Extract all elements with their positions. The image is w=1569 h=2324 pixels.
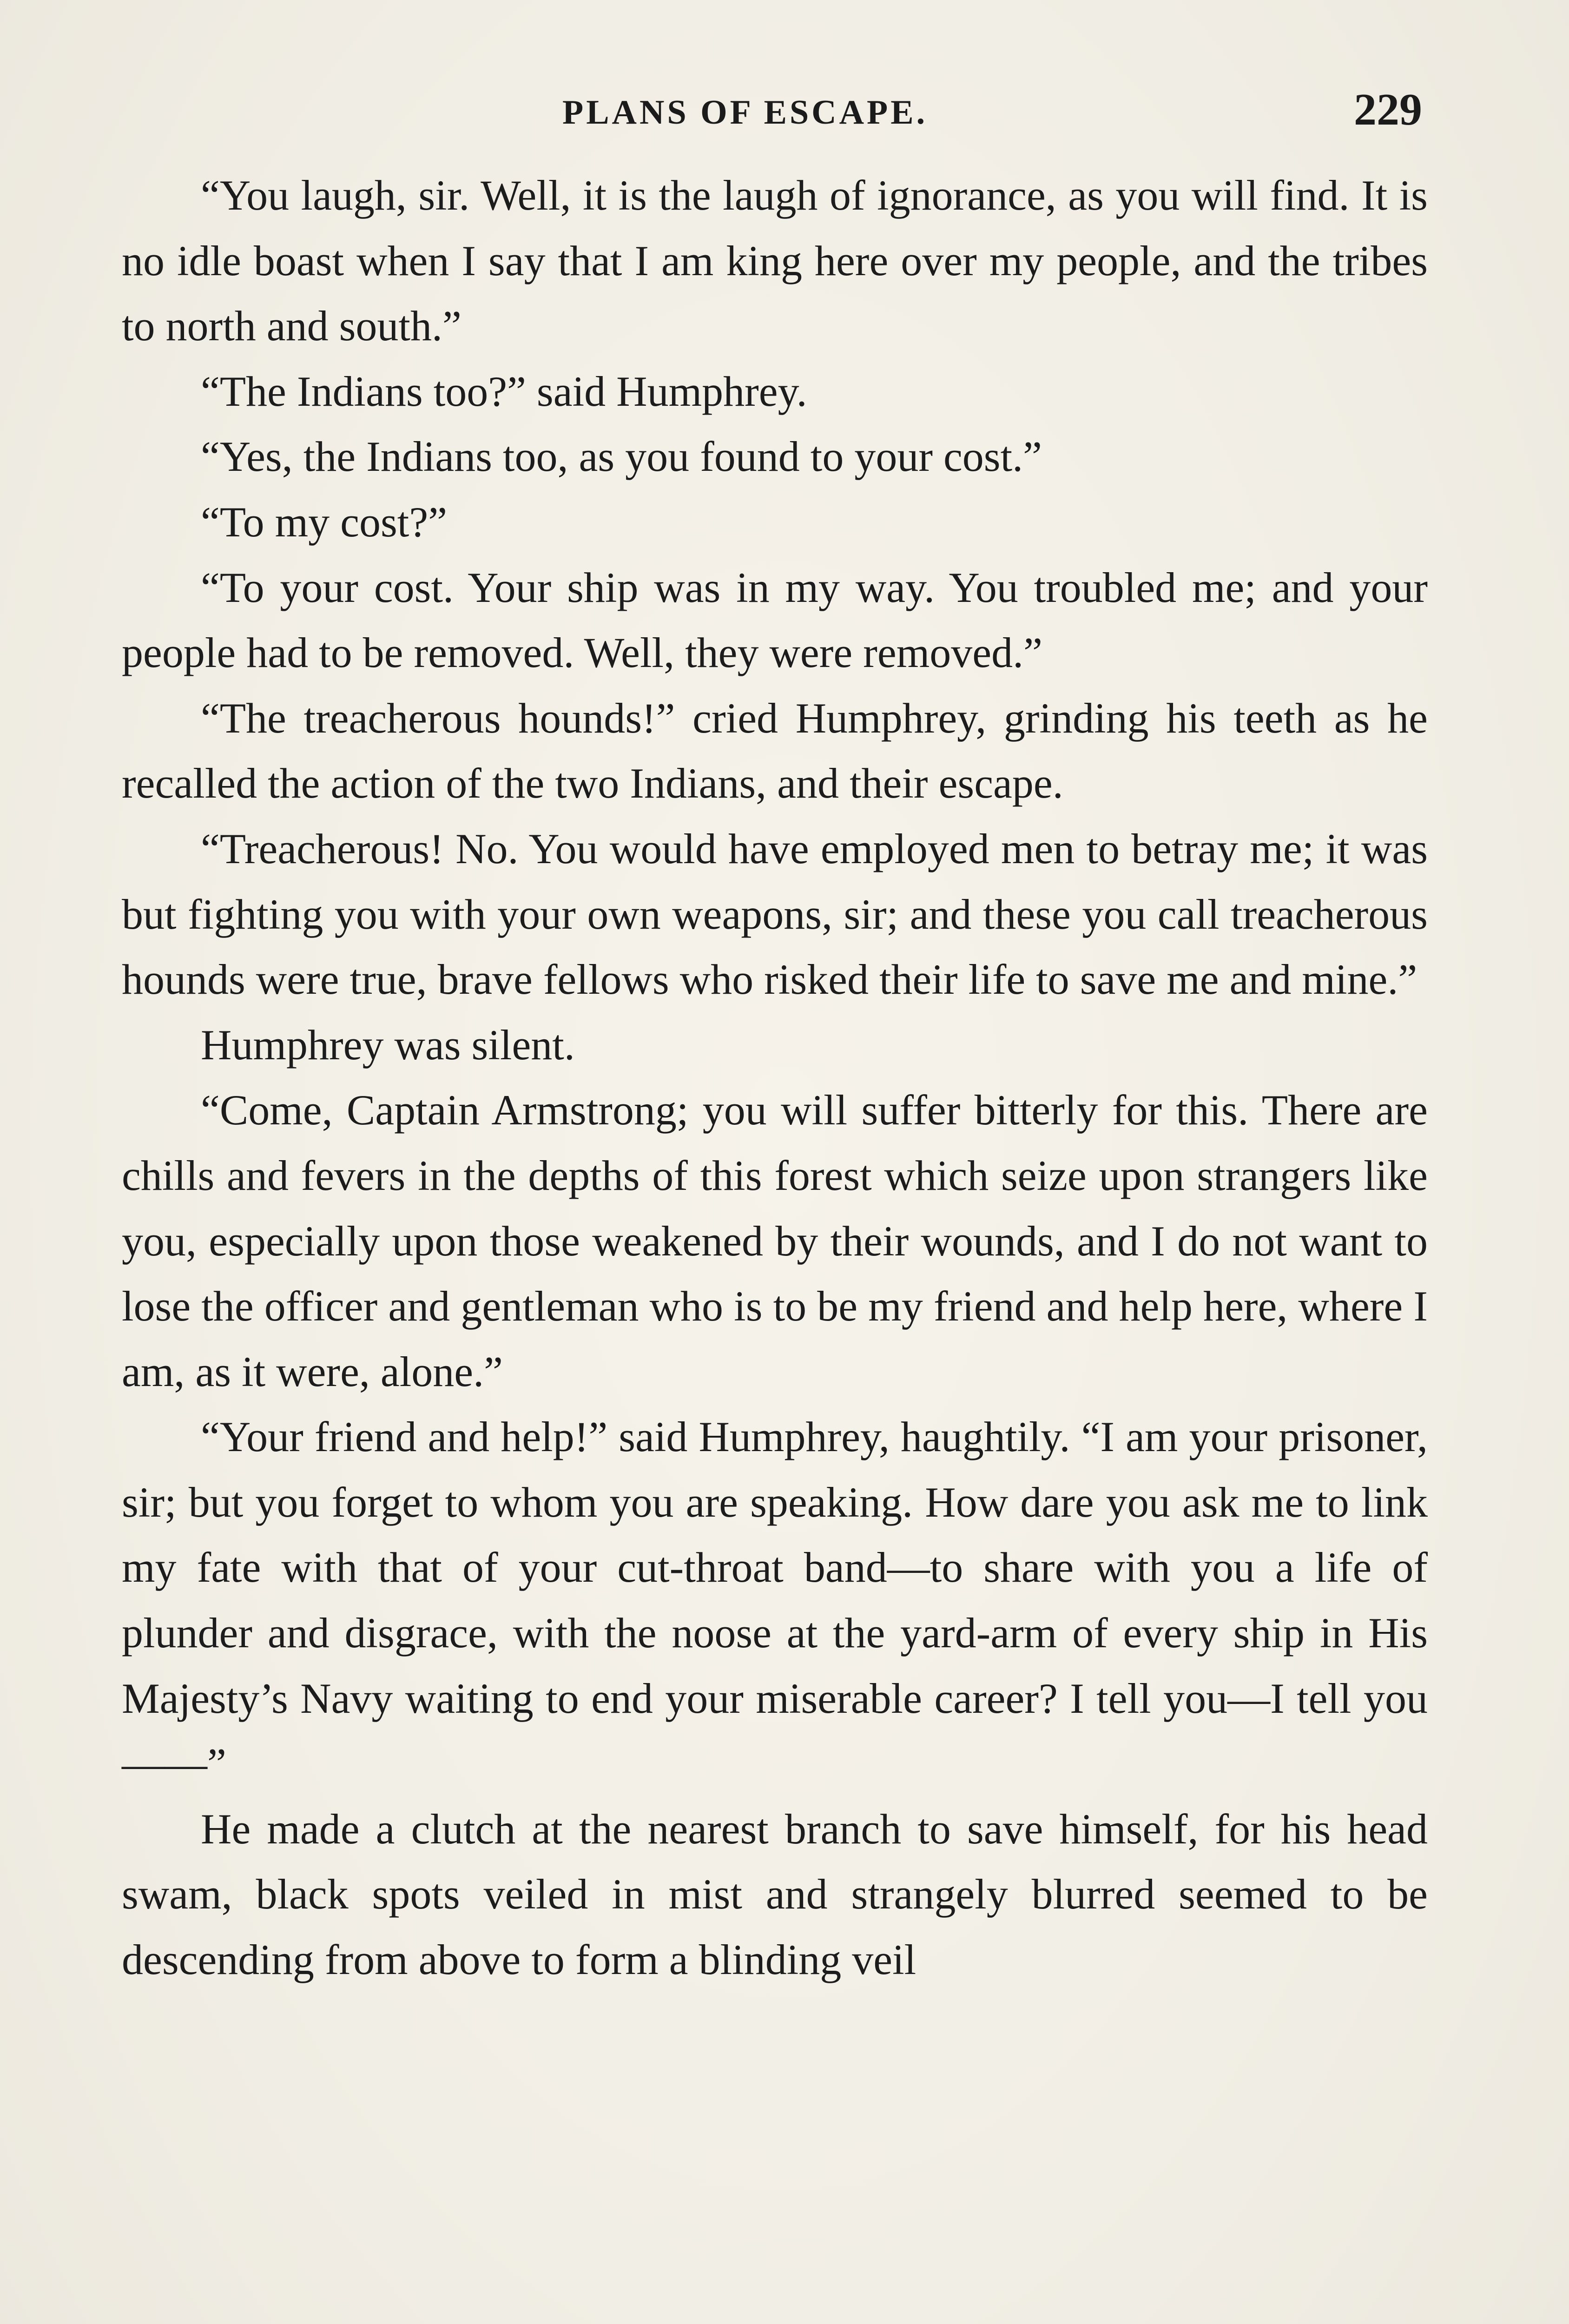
- paragraph: “The treacherous hounds!” cried Humphrey, grinding his teeth as he recalled the action of the two Indians, and their escape.: [122, 694, 1428, 807]
- paragraph: “Come, Captain Armstrong; you will suffer bitterly for this. There are chills and fevers in the depths of this forest which seize upon strangers like you, especially upon those weakened by their wounds, and I do not want to lose the officer and gentleman who is to be my friend and help here, where I am, as it were, alone.”: [122, 1086, 1428, 1395]
- page-number: 229: [1354, 85, 1422, 135]
- paragraph: “The Indians too?” said Humphrey.: [201, 367, 807, 415]
- paragraph: “Your friend and help!” said Humphrey, haughtily. “I am your prisoner, sir; but you forget to whom you are speaking. How dare you ask me to link my fate with that of your cut-throat band—to share with you a life of plunder and disgrace, with the noose at the yard-arm of every ship in His Majesty’s Navy waiting to end your miserable career? I tell you—I tell you——”: [122, 1413, 1428, 1788]
- paragraph: “Treacherous! No. You would have employed men to betray me; it was but fighting you with your own weapons, sir; and these you call treacherous hounds were true, brave fellows who risked their life to save me and mine.”: [122, 825, 1428, 1004]
- running-head: [121, 84, 1422, 139]
- paragraph: “To my cost?”: [201, 498, 448, 546]
- chapter-running-title: PLANS OF ESCAPE.: [562, 93, 928, 132]
- paragraph: Humphrey was silent.: [201, 1021, 575, 1069]
- paragraph: He made a clutch at the nearest branch to save himself, for his head swam, black spots veiled in mist and strangely blurred seemed to be descending from above to form a blinding veil: [122, 1805, 1428, 1984]
- body-text: [122, 163, 1428, 1993]
- paragraph: “You laugh, sir. Well, it is the laugh of ignorance, as you will find. It is no idle boast when I say that I am king here over my people, and the tribes to north and south.”: [122, 172, 1428, 350]
- paragraph: “Yes, the Indians too, as you found to your cost.”: [201, 433, 1042, 481]
- paragraph: “To your cost. Your ship was in my way. You troubled me; and your people had to be removed. Well, they were removed.”: [122, 563, 1428, 677]
